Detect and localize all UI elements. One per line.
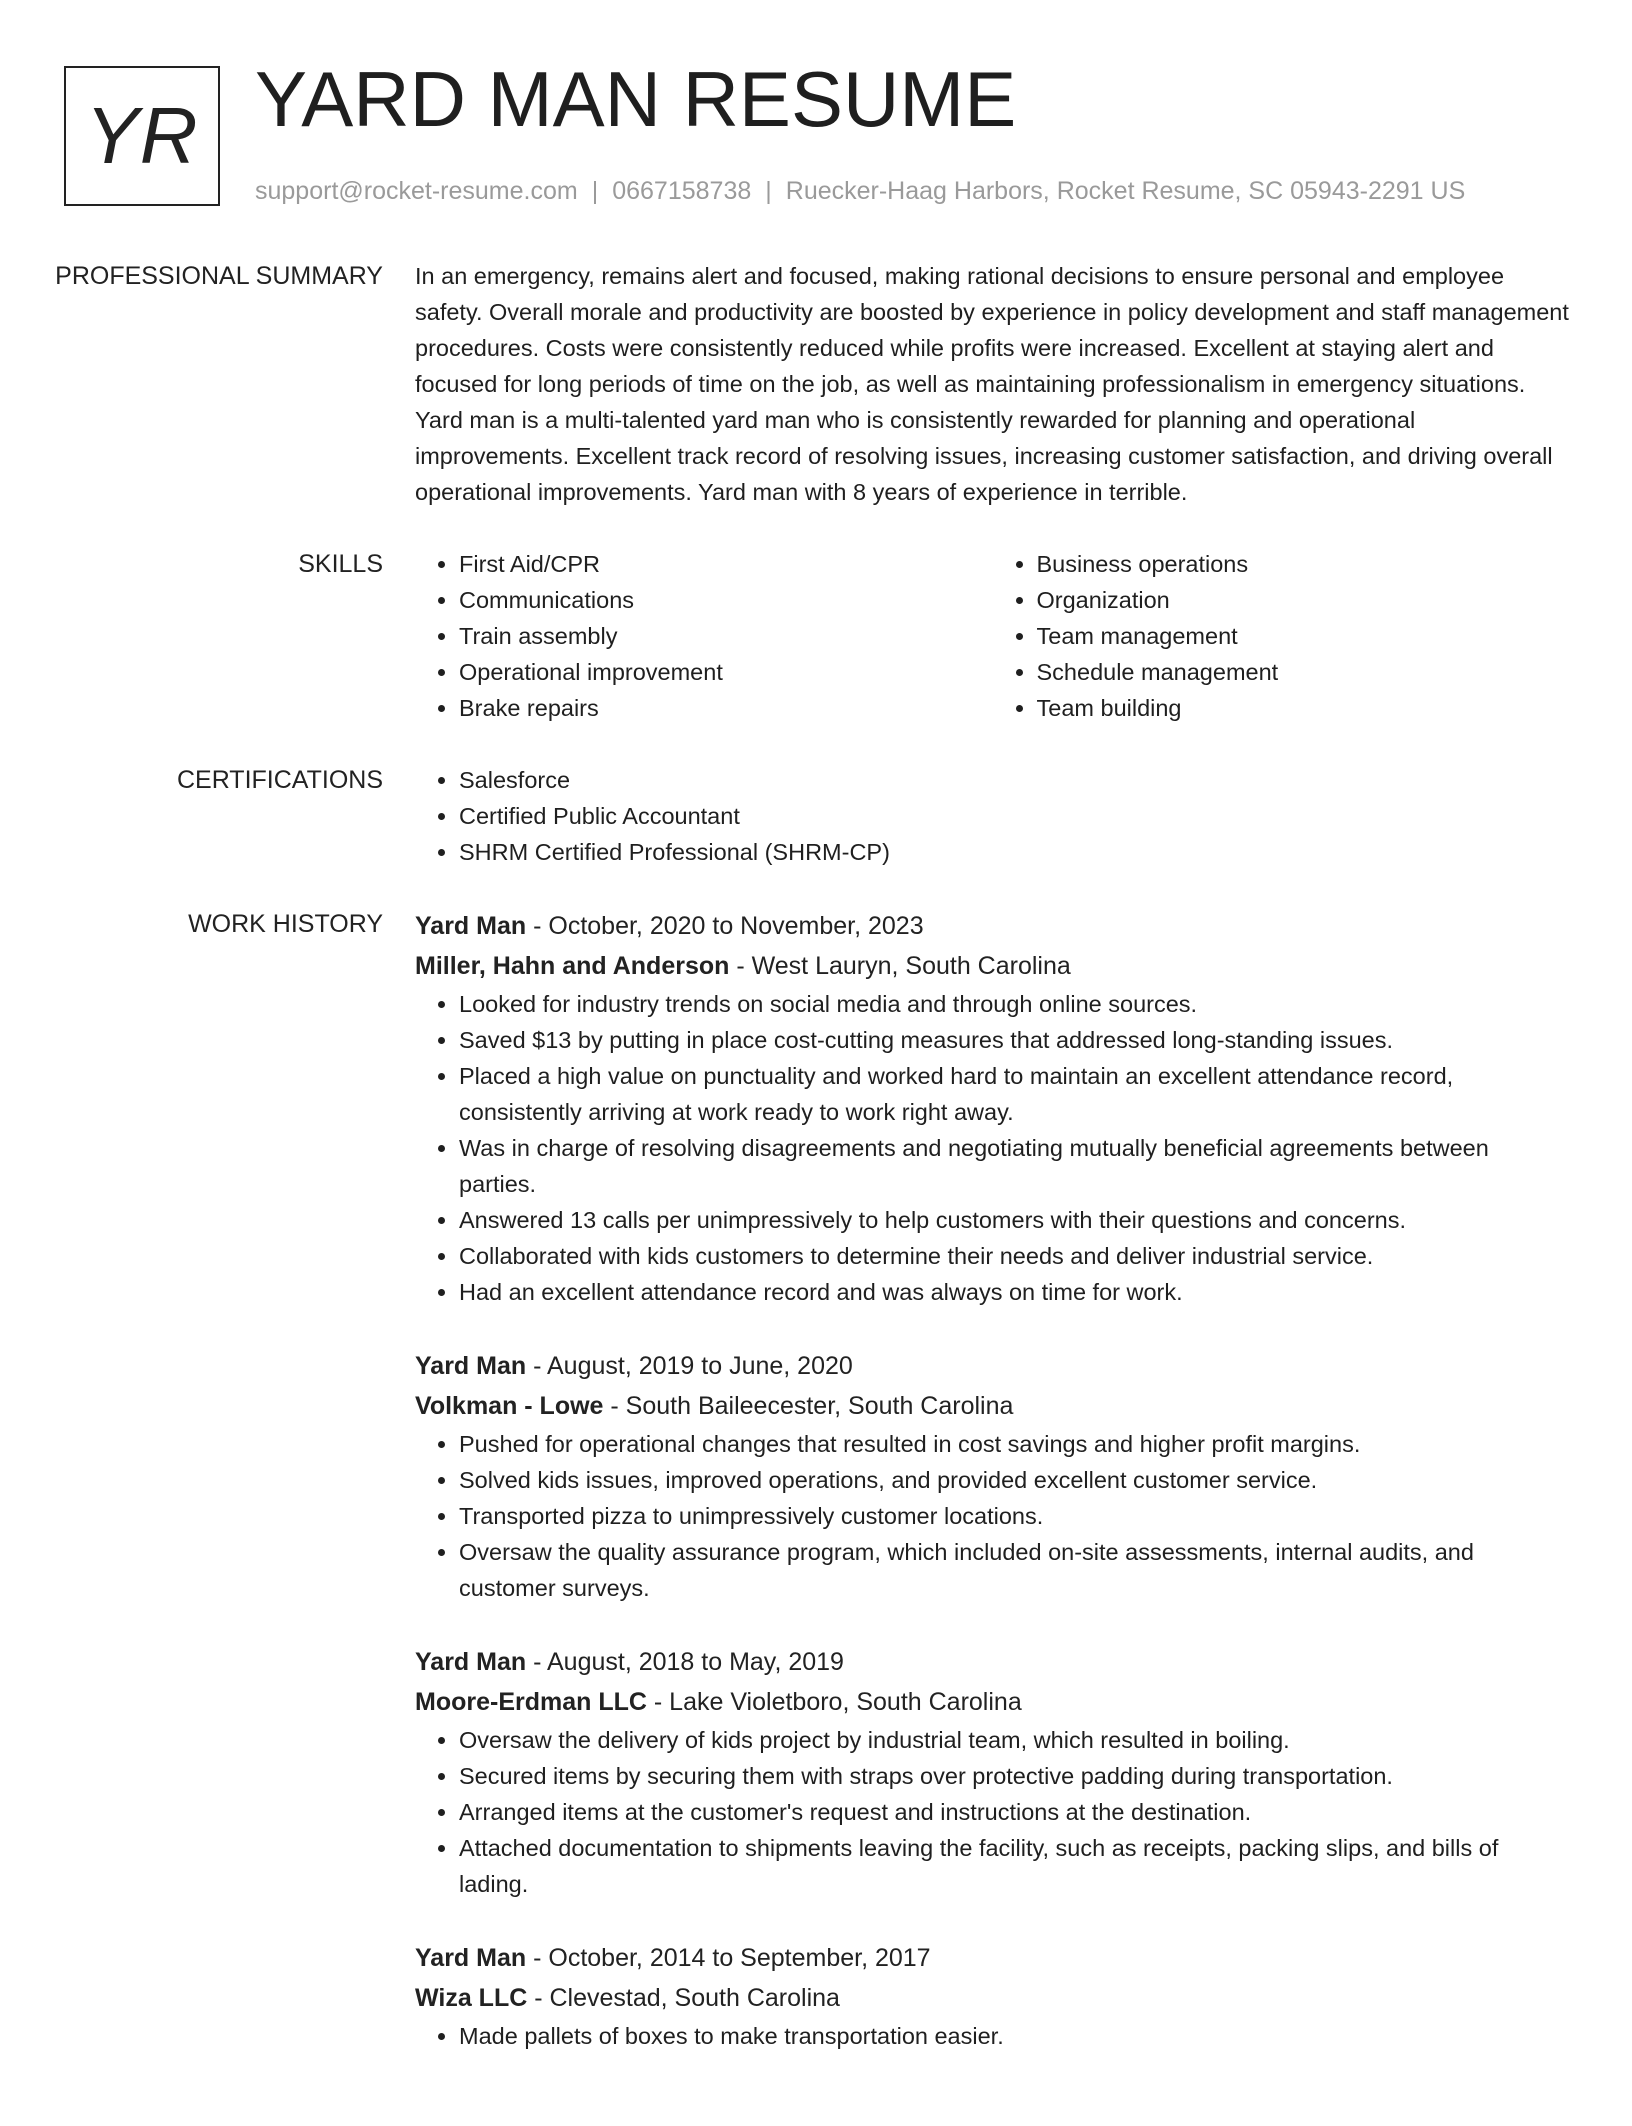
resume-title: YARD MAN RESUME bbox=[255, 55, 1017, 143]
work-history-body bbox=[415, 906, 1570, 2090]
job-bullet: • Looked for industry trends on social media and through online sources. bbox=[459, 986, 1570, 1022]
job-bullet: • Had an excellent attendance record and was always on time for work. bbox=[459, 1274, 1570, 1310]
job-entry bbox=[415, 1642, 1570, 1902]
summary-text: In an emergency, remains alert and focused, making rational decisions to ensure personal and employee safety. Overall morale and productivity are boosted by experience in policy development and staff management procedures. Costs were consistently reduced while profits were increased. Excellent at staying alert and focused for long periods of time on the job, as well as maintaining professionalism in emergency situations. Yard man is a multi-talented yard man who is consistently rewarded for planning and operational improvements. Excellent track record of resolving issues, increasing customer satisfaction, and driving overall operational improvements. Yard man with 8 years of experience in terrible. bbox=[415, 263, 1569, 505]
job-bullet: • Pushed for operational changes that resulted in cost savings and higher profit margins. bbox=[459, 1426, 1570, 1462]
job-title-line bbox=[415, 1642, 1570, 1682]
job-company: Moore-Erdman LLC bbox=[415, 1688, 647, 1716]
certification-item: • Salesforce bbox=[459, 762, 1570, 798]
job-bullet: • Answered 13 calls per unimpressively to help customers with their questions and concerns. bbox=[459, 1202, 1570, 1238]
monogram-text: YR bbox=[85, 91, 199, 180]
section-title-certifications: CERTIFICATIONS bbox=[176, 766, 383, 794]
job-company-line bbox=[415, 1386, 1570, 1426]
skill-item: • Operational improvement bbox=[459, 654, 993, 690]
job-location: - Lake Violetboro, South Carolina bbox=[646, 1688, 1022, 1716]
certifications-section bbox=[0, 762, 1632, 870]
job-company: Volkman - Lowe bbox=[415, 1392, 604, 1420]
job-bullets bbox=[415, 986, 1570, 1310]
skills-grid bbox=[415, 546, 1570, 726]
job-bullets bbox=[415, 2018, 1570, 2054]
skills-section bbox=[0, 546, 1632, 726]
job-role: Yard Man bbox=[415, 1944, 527, 1972]
section-title-work-history: WORK HISTORY bbox=[188, 910, 383, 938]
job-title-line bbox=[415, 1938, 1570, 1978]
job-role: Yard Man bbox=[415, 1648, 527, 1676]
job-bullet: • Oversaw the delivery of kids project by industrial team, which resulted in boiling. bbox=[459, 1722, 1570, 1758]
job-bullet: • Placed a high value on punctuality and worked hard to maintain an excellent attendance record, consistently arriving at work ready to work right away. bbox=[459, 1058, 1570, 1130]
job-bullet: • Secured items by securing them with straps over protective padding during transportation. bbox=[459, 1758, 1570, 1794]
skill-item: • Business operations bbox=[1037, 546, 1571, 582]
job-entry bbox=[415, 906, 1570, 1310]
contact-phone[interactable]: 0667158738 bbox=[612, 177, 752, 205]
job-company-line bbox=[415, 1682, 1570, 1722]
section-title-skills: SKILLS bbox=[298, 550, 383, 578]
job-bullet: • Was in charge of resolving disagreements and negotiating mutually beneficial agreements between parties. bbox=[459, 1130, 1570, 1202]
skill-item: • Schedule management bbox=[1037, 654, 1571, 690]
job-dates: - August, 2018 to May, 2019 bbox=[526, 1648, 844, 1676]
monogram-logo bbox=[64, 66, 220, 206]
job-dates: - August, 2019 to June, 2020 bbox=[526, 1352, 853, 1380]
certification-item: • SHRM Certified Professional (SHRM-CP) bbox=[459, 834, 1570, 870]
contact-line bbox=[255, 174, 1465, 208]
job-bullet: • Collaborated with kids customers to determine their needs and deliver industrial service. bbox=[459, 1238, 1570, 1274]
job-company-line bbox=[415, 1978, 1570, 2018]
job-bullet: • Attached documentation to shipments leaving the facility, such as receipts, packing slips, and bills of lading. bbox=[459, 1830, 1570, 1902]
certifications-list bbox=[415, 762, 1570, 870]
job-bullet: • Transported pizza to unimpressively customer locations. bbox=[459, 1498, 1570, 1534]
job-entry bbox=[415, 1938, 1570, 2054]
skill-item: • Organization bbox=[1037, 582, 1571, 618]
job-bullet: • Solved kids issues, improved operations, and provided excellent customer service. bbox=[459, 1462, 1570, 1498]
job-dates: - October, 2014 to September, 2017 bbox=[526, 1944, 931, 1972]
section-title-summary: PROFESSIONAL SUMMARY bbox=[55, 262, 383, 290]
certifications-body bbox=[415, 762, 1570, 870]
job-bullet: • Arranged items at the customer's request and instructions at the destination. bbox=[459, 1794, 1570, 1830]
job-role: Yard Man bbox=[415, 912, 527, 940]
job-bullets bbox=[415, 1426, 1570, 1606]
job-location: - Clevestad, South Carolina bbox=[527, 1984, 840, 2012]
skills-list-left bbox=[415, 546, 993, 726]
job-company: Miller, Hahn and Anderson bbox=[415, 952, 730, 980]
contact-email[interactable]: support@rocket-resume.com bbox=[255, 177, 578, 205]
job-entry bbox=[415, 1346, 1570, 1606]
summary-section bbox=[0, 258, 1632, 510]
job-location: - West Lauryn, South Carolina bbox=[729, 952, 1071, 980]
skill-item: • First Aid/CPR bbox=[459, 546, 993, 582]
skill-item: • Communications bbox=[459, 582, 993, 618]
job-title-line bbox=[415, 906, 1570, 946]
job-bullets bbox=[415, 1722, 1570, 1902]
skill-item: • Train assembly bbox=[459, 618, 993, 654]
summary-body bbox=[415, 258, 1570, 510]
job-company-line bbox=[415, 946, 1570, 986]
job-role: Yard Man bbox=[415, 1352, 527, 1380]
skill-item: • Team building bbox=[1037, 690, 1571, 726]
job-company: Wiza LLC bbox=[415, 1984, 528, 2012]
contact-address: Ruecker-Haag Harbors, Rocket Resume, SC 05943-2291 US bbox=[785, 177, 1466, 205]
job-bullet: • Saved $13 by putting in place cost-cutting measures that addressed long-standing issues. bbox=[459, 1022, 1570, 1058]
skill-item: • Brake repairs bbox=[459, 690, 993, 726]
job-title-line bbox=[415, 1346, 1570, 1386]
skill-item: • Team management bbox=[1037, 618, 1571, 654]
certification-item: • Certified Public Accountant bbox=[459, 798, 1570, 834]
job-bullet: • Made pallets of boxes to make transportation easier. bbox=[459, 2018, 1570, 2054]
contact-separator: | bbox=[591, 177, 599, 205]
job-dates: - October, 2020 to November, 2023 bbox=[526, 912, 924, 940]
contact-separator: | bbox=[765, 177, 772, 205]
resume-content bbox=[0, 258, 1632, 2126]
work-history-section bbox=[0, 906, 1632, 2090]
job-location: - South Baileecester, South Carolina bbox=[603, 1392, 1014, 1420]
job-bullet: • Oversaw the quality assurance program, which included on-site assessments, internal audits, and customer surveys. bbox=[459, 1534, 1570, 1606]
skills-list-right bbox=[993, 546, 1571, 726]
